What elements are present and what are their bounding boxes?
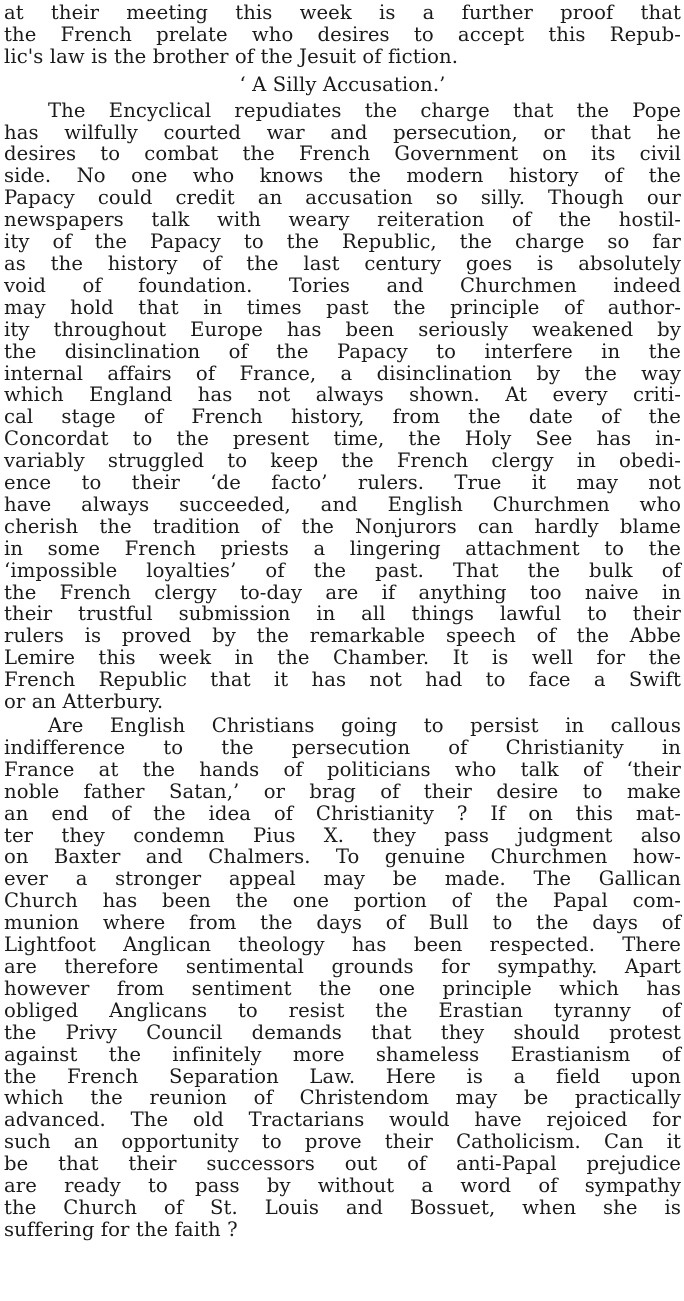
text-line: have always succeeded, and English Churchmen who xyxy=(4,492,681,516)
text-line: the French prelate who desires to accept this Repub- xyxy=(4,22,681,46)
text-line: may hold that in times past the principle of author- xyxy=(4,295,681,319)
text-line: obliged Anglicans to resist the Erastian tyranny of xyxy=(4,998,681,1022)
text-line: Church has been the one portion of the Papal com- xyxy=(4,889,681,913)
text-line: as the history of the last century goes is absolutely xyxy=(4,251,681,275)
text-line: rulers is proved by the remarkable speech of the Abbe xyxy=(4,624,681,648)
text-line: the Church of St. Louis and Bossuet, when she is xyxy=(4,1195,681,1219)
text-line: variably struggled to keep the French clergy in obedi- xyxy=(4,449,681,473)
text-line: suffering for the faith ? xyxy=(4,1217,238,1241)
text-line: the French clergy to-day are if anything too naive in xyxy=(4,580,681,604)
text-line: internal affairs of France, a disinclination by the way xyxy=(4,361,681,385)
text-line: indifference to the persecution of Christianity in xyxy=(4,735,681,759)
text-line: however from sentiment the one principle which has xyxy=(4,976,681,1000)
text-line: void of foundation. Tories and Churchmen indeed xyxy=(4,273,681,297)
text-line: munion where from the days of Bull to the days of xyxy=(4,911,681,935)
text-line: in some French priests a lingering attachment to the xyxy=(4,536,681,560)
text-line: be that their successors out of anti-Papal prejudice xyxy=(4,1152,681,1176)
text-line: cherish the tradition of the Nonjurors can hardly blame xyxy=(4,514,681,538)
text-line: the Privy Council demands that they should protest xyxy=(4,1020,681,1044)
paragraph-english-christians xyxy=(4,715,681,1241)
text-line: against the infinitely more shameless Erastianism of xyxy=(4,1042,681,1066)
text-line: ever a stronger appeal may be made. The Gallican xyxy=(4,867,681,891)
text-line: which the reunion of Christendom may be practically xyxy=(4,1086,681,1110)
text-line: or an Atterbury. xyxy=(4,690,164,714)
text-line: which England has not always shown. At every criti- xyxy=(4,383,681,407)
text-line: Are English Christians going to persist in callous xyxy=(48,714,681,737)
paragraph-encyclical xyxy=(4,100,681,713)
text-line: side. No one who knows the modern history of the xyxy=(4,164,681,188)
text-line: are ready to pass by without a word of sympathy xyxy=(4,1174,681,1198)
text-line: such an opportunity to prove their Catholicism. Can it xyxy=(4,1130,681,1154)
paragraph-continued xyxy=(4,2,681,68)
text-line: Lemire this week in the Chamber. It is well for the xyxy=(4,646,681,670)
text-line: The Encyclical repudiates the charge that the Pope xyxy=(48,98,681,122)
text-line: cal stage of French history, from the date of the xyxy=(4,405,681,429)
text-line: the French Separation Law. Here is a field upon xyxy=(4,1064,681,1088)
text-line: newspapers talk with weary reiteration of the hostil- xyxy=(4,208,681,232)
text-line: the disinclination of the Papacy to interfere in the xyxy=(4,339,681,363)
text-line: noble father Satan,’ or brag of their desire to make xyxy=(4,779,681,803)
text-line: has wilfully courted war and persecution, or that he xyxy=(4,120,681,144)
text-line: ter they condemn Pius X. they pass judgment also xyxy=(4,823,681,847)
text-line: on Baxter and Chalmers. To genuine Churchmen how- xyxy=(4,845,681,869)
section-subheading: ‘ A Silly Accusation.’ xyxy=(239,72,446,96)
text-line: French Republic that it has not had to face a Swift xyxy=(4,668,681,692)
text-line: are therefore sentimental grounds for sympathy. Apart xyxy=(4,954,681,978)
text-line: their trustful submission in all things lawful to their xyxy=(4,602,681,626)
text-line: an end of the idea of Christianity ? If on this mat- xyxy=(4,801,681,825)
text-line: desires to combat the French Government on its civil xyxy=(4,142,681,166)
text-line: ity throughout Europe has been seriously weakened by xyxy=(4,317,681,341)
text-line: ‘impossible loyalties’ of the past. That the bulk of xyxy=(4,558,681,582)
text-line: France at the hands of politicians who talk of ‘their xyxy=(4,757,681,781)
text-line: advanced. The old Tractarians would have rejoiced for xyxy=(4,1108,681,1132)
text-line: at their meeting this week is a further proof that xyxy=(4,1,681,24)
text-line: Papacy could credit an accusation so silly. Though our xyxy=(4,186,681,210)
text-line: ity of the Papacy to the Republic, the charge so far xyxy=(4,230,681,254)
text-line: Concordat to the present time, the Holy See has in- xyxy=(4,427,681,451)
text-line: lic's law is the brother of the Jesuit of fiction. xyxy=(4,44,459,68)
text-line: Lightfoot Anglican theology has been respected. There xyxy=(4,933,681,957)
text-line: ence to their ‘de facto’ rulers. True it may not xyxy=(4,471,681,495)
